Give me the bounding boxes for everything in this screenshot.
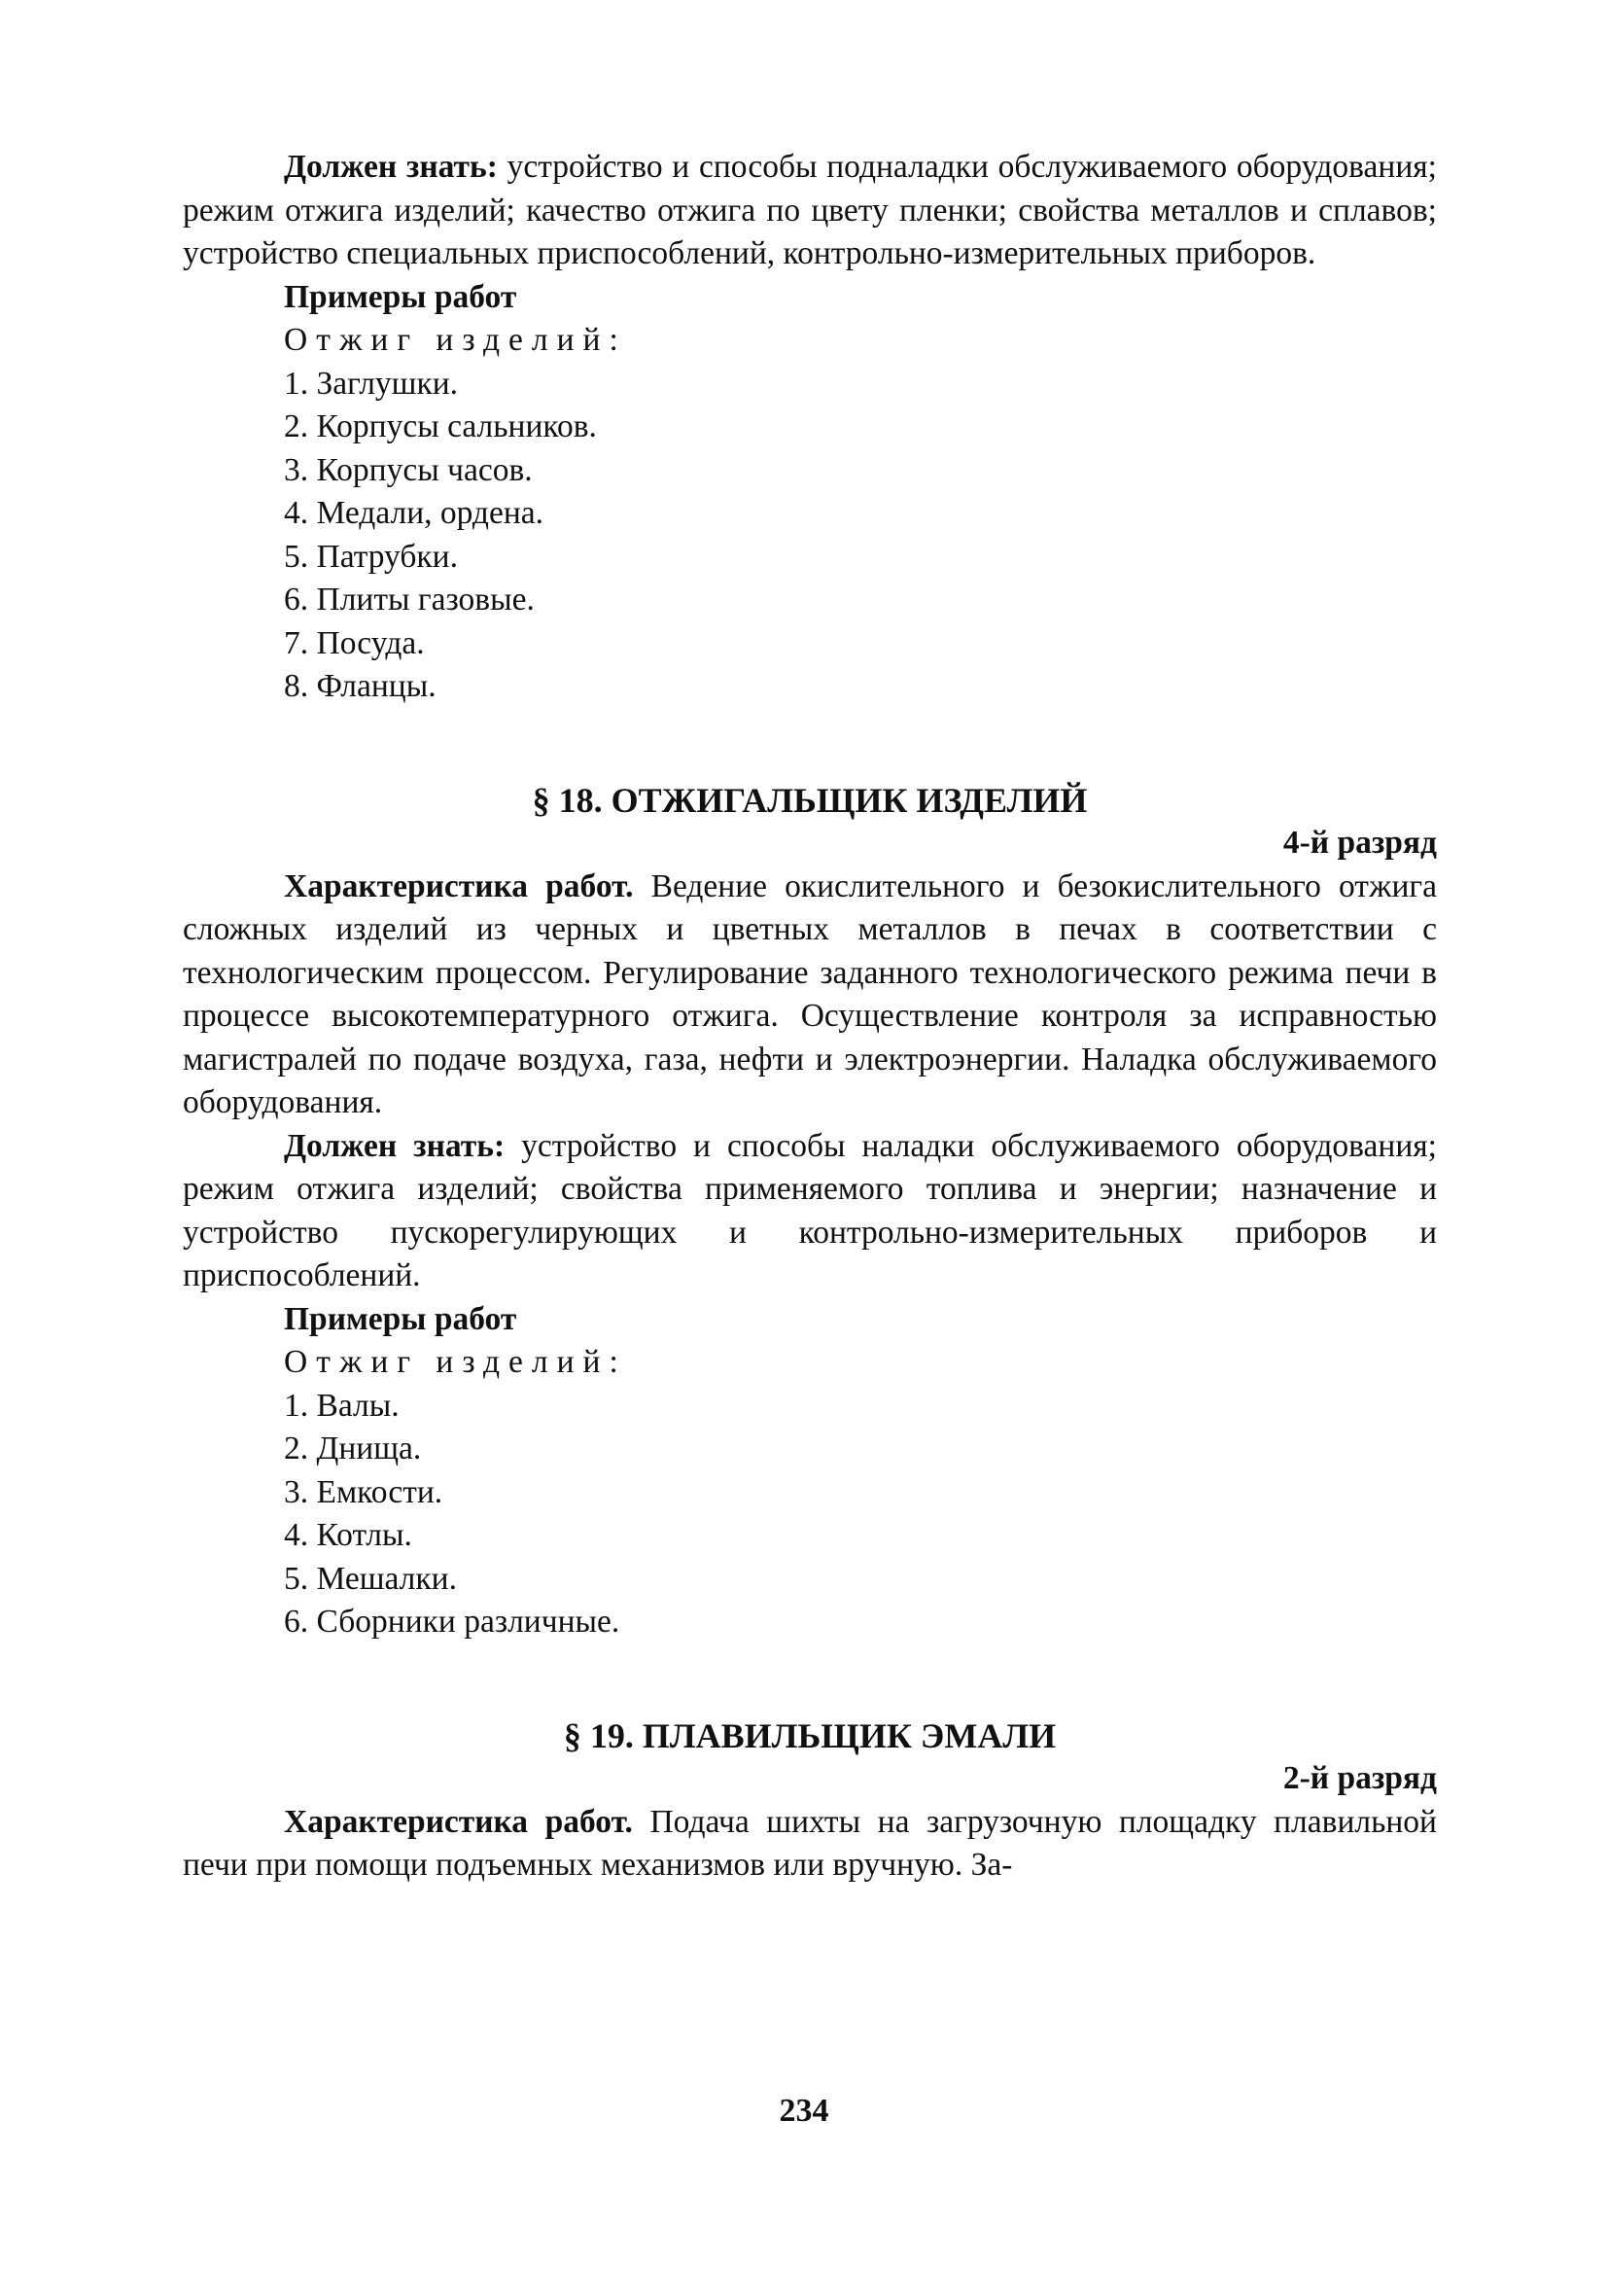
characteristics-label: Характеристика работ. — [284, 1803, 633, 1840]
list-item: 3. Емкости. — [284, 1473, 443, 1510]
list-item: 2. Корпусы сальников. — [284, 408, 597, 444]
examples-subheading: Отжиг изделий: — [284, 322, 627, 358]
list-item: 7. Посуда. — [284, 624, 425, 661]
section-18-rank: 4-й разряд — [1282, 825, 1437, 861]
characteristics-paragraph — [183, 1801, 1437, 1888]
list-item: 2. Днища. — [284, 1431, 422, 1466]
list-item: 4. Медали, ордена. — [284, 495, 544, 531]
examples-list — [284, 363, 1437, 709]
section-19-title: § 19. ПЛАВИЛЬЩИК ЭМАЛИ — [563, 1715, 1057, 1755]
examples-subheading: Отжиг изделий: — [284, 1344, 627, 1380]
page-number: 234 — [779, 2093, 829, 2129]
must-know-paragraph — [183, 146, 1437, 276]
examples-heading: Примеры работ — [284, 278, 517, 315]
list-item: 5. Мешалки. — [284, 1560, 457, 1597]
list-item: 8. Фланцы. — [284, 668, 437, 704]
characteristics-text: Ведение окислительного и безокислительного отжига сложных изделий из черных и цветных металлов в печах в соответствии с технологическим процессом. Регулирование заданного технологического режима печи в процессе высокотемпературного отжига. Осуществление контроля за исправностью магистралей по подаче воздуха, газа, нефти и электроэнергии. Наладка обслуживаемого оборудования. — [183, 867, 1437, 1120]
characteristics-text: Подача шихты на загрузочную площадку плавильной печи при помощи подъемных механизмов или вручную. За- — [183, 1803, 1437, 1883]
characteristics-label: Характеристика работ. — [284, 867, 634, 904]
examples-heading: Примеры работ — [284, 1300, 517, 1337]
list-item: 1. Валы. — [284, 1387, 400, 1424]
must-know-text: устройство и способы подналадки обслуживаемого оборудования; режим отжига изделий; качество отжига по цвету пленки; свойства металлов и сплавов; устройство специальных приспособлений, контрольно-измерительных приборов. — [183, 149, 1437, 271]
examples-block — [183, 276, 1437, 709]
list-item: 6. Плиты газовые. — [284, 582, 535, 618]
list-item: 4. Котлы. — [284, 1517, 412, 1553]
must-know-label: Должен знать: — [284, 1127, 506, 1164]
examples-list — [284, 1385, 1437, 1644]
examples-block — [183, 1298, 1437, 1644]
document-page — [183, 146, 1437, 1888]
list-item: 3. Корпусы часов. — [284, 451, 533, 488]
must-know-label: Должен знать: — [284, 149, 498, 185]
characteristics-paragraph — [183, 865, 1437, 1125]
list-item: 6. Сборники различные. — [284, 1604, 620, 1640]
must-know-paragraph — [183, 1125, 1437, 1298]
must-know-text: устройство и способы наладки обслуживаемого оборудования; режим отжига изделий; свойства применяемого топлива и энергии; назначение и устройство пускорегулирующих и контрольно-измерительных приборов и приспособлений. — [183, 1127, 1437, 1293]
list-item: 5. Патрубки. — [284, 538, 458, 575]
section-18-title: § 18. ОТЖИГАЛЬЩИК ИЗДЕЛИЙ — [532, 780, 1088, 820]
list-item: 1. Заглушки. — [284, 365, 459, 402]
section-19-rank: 2-й разряд — [1282, 1760, 1437, 1796]
